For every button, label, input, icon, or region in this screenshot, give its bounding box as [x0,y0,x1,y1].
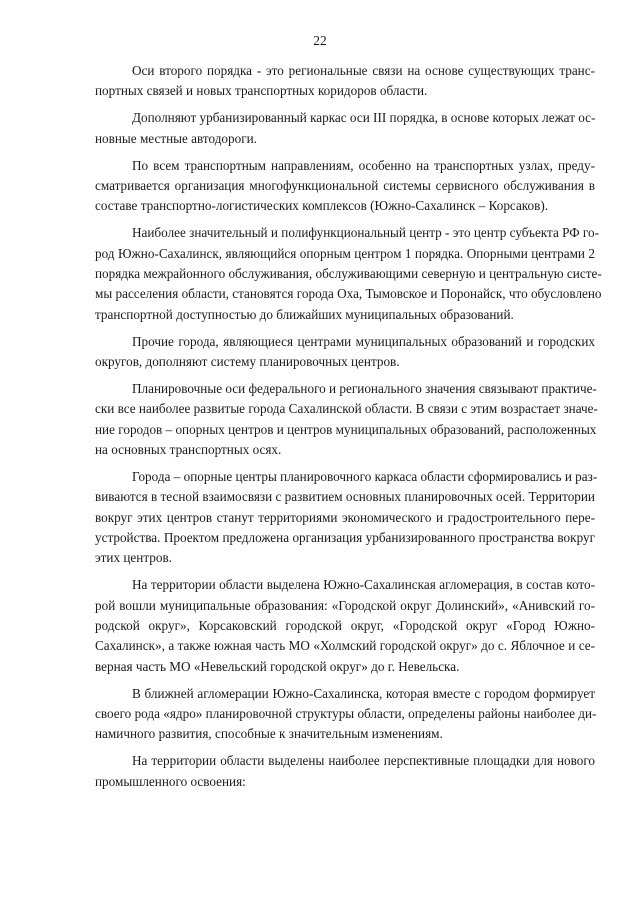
text-line: По всем транспортным направлениям, особенно на транспортных узлах, преду- [132,157,595,173]
text-line: рой вошли муниципальные образования: «Городской округ Долинский», «Анивский го- [95,597,595,613]
paragraph [95,61,595,102]
paragraph [95,332,595,373]
text-line: порядка межрайонного обслуживания, обслуживающими северную и центральную систе- [95,266,602,282]
page-number: 22 [313,33,327,48]
body-text [95,61,602,799]
text-line: родской округ», Корсаковский городской округ, «Городской округ «Город Южно- [95,618,595,633]
text-line: вокруг этих центров станут территориями экономического и градостроительного пере- [95,509,595,525]
text-line: устройства. Проектом предложена организация урбанизированного пространства вокруг [95,530,595,546]
text-line: В ближней агломерации Южно-Сахалинска, которая вместе с городом формирует [132,685,595,701]
text-line: Сахалинск», а также южная часть МО «Холмский городской округ» до с. Яблочное и се- [95,638,595,654]
text-line: виваются в тесной взаимосвязи с развитием основных планировочных осей. Территории [95,489,595,505]
paragraph [95,108,595,149]
text-line: округов, дополняют систему планировочных центров. [95,354,400,370]
paragraph [95,467,598,568]
text-line: этих центров. [95,550,172,566]
text-line: ние городов – опорных центров и центров муниципальных образований, расположенных [95,421,597,437]
text-line: мы расселения области, становятся города Оха, Тымовское и Поронайск, что обусловлено [95,286,602,302]
text-line: намичного развития, способные к значительным изменениям. [95,726,443,742]
text-line: род Южно-Сахалинск, являющийся опорным центром 1 порядка. Опорными центрами 2 [95,245,595,261]
paragraph [95,223,602,324]
paragraph [95,575,595,676]
text-line: новные местные автодороги. [95,130,257,146]
text-line: своего рода «ядро» планировочной структуры области, определены районы наиболее ди- [95,705,597,721]
text-line: На территории области выделены наиболее перспективные площадки для нового [132,753,595,769]
text-line: Города – опорные центры планировочного каркаса области сформировались и раз- [132,469,598,485]
text-line: Оси второго порядка - это региональные связи на основе существующих транс- [132,63,595,78]
text-line: портных связей и новых транспортных коридоров области. [95,83,428,99]
paragraph [95,751,595,792]
text-line: Планировочные оси федерального и регионального значения связывают практиче- [132,381,597,397]
text-line: Дополняют урбанизированный каркас оси III порядка, в основе которых лежат ос- [132,110,596,126]
text-line: сматривается организация многофункциональной системы сервисного обслуживания в [95,178,595,194]
text-line: Прочие города, являющиеся центрами муниципальных образований и городских [132,333,595,349]
paragraph [95,684,595,745]
text-line: На территории области выделена Южно-Сахалинская агломерация, в состав кото- [132,577,595,593]
text-line: транспортной доступностью до ближайших муниципальных образований. [95,306,514,322]
paragraph [95,379,598,460]
text-line: верная часть МО «Невельский городской округ» до г. Невельска. [95,658,460,674]
text-line: на основных транспортных осях. [95,442,282,458]
text-line: ски все наиболее развитые города Сахалинской области. В связи с этим возрастает значе- [95,401,598,417]
text-line: промышленного освоения: [95,773,246,789]
text-line: составе транспортно-логистических комплексов (Южно-Сахалинск – Корсаков). [95,198,549,214]
text-line: Наиболее значительный и полифункциональный центр - это центр субъекта РФ го- [132,225,600,241]
paragraph [95,156,595,217]
